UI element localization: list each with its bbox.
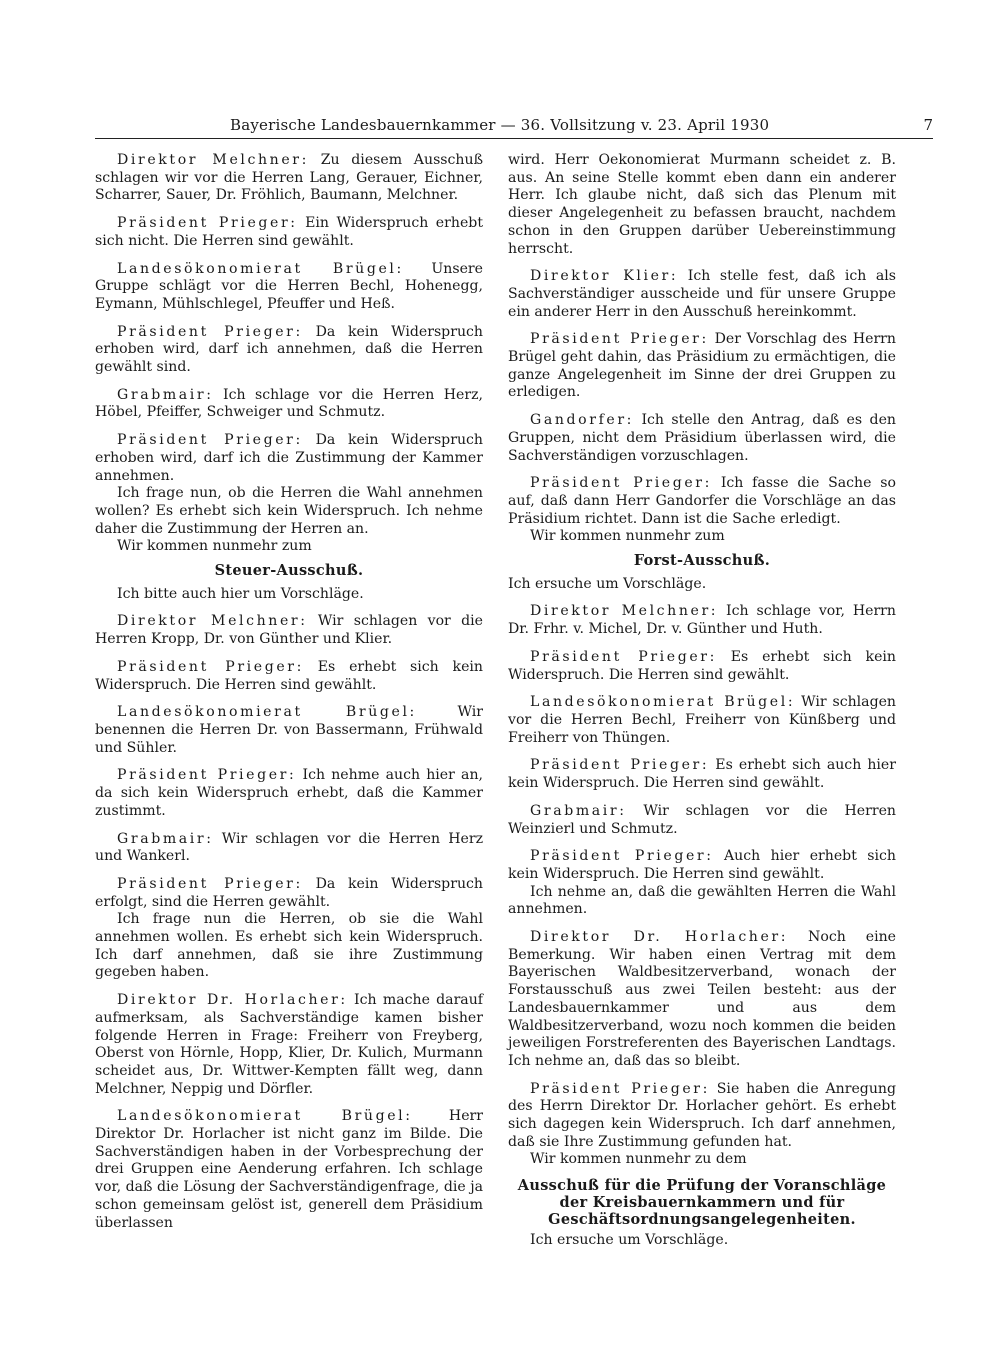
speaker-name: Präsident Prieger:	[117, 875, 303, 892]
speaker-name: Landesökonomierat Brügel:	[117, 704, 417, 721]
speech-paragraph	[508, 603, 896, 638]
speech-text: Ich fasse die Sache so auf, daß dann Herr Gandorfer die Vorschläge an das Präsidium richtet. Dann ist die Sache erledigt.	[508, 475, 897, 527]
speech-paragraph	[95, 876, 483, 911]
speech-paragraph	[508, 803, 896, 838]
speech-paragraph	[95, 659, 483, 694]
speech-text: Auch hier erhebt sich kein Widerspruch. Die Herren sind gewählt.	[508, 848, 896, 882]
speech-text: Zu diesem Ausschuß schlagen wir vor die Herren Lang, Gerauer, Eichner, Scharrer, Sauer, Dr. Fröhlich, Baumann, Melchner.	[95, 152, 483, 204]
speech-text: Sie haben die Anregung des Herrn Direktor Dr. Horlacher gehört. Es erhebt sich dagegen kein Widerspruch. Ich darf annehmen, daß sie Ihre Zustimmung gefunden hat.	[508, 1080, 896, 1150]
section-heading: Forst-Ausschuß.	[633, 552, 771, 570]
speaker-name: Direktor Melchner:	[117, 152, 309, 168]
speech-continuation: Wir kommen nunmehr zum	[117, 538, 312, 555]
speaker-name: Präsident Prieger:	[530, 1080, 710, 1097]
speech-text: Wir schlagen vor die Herren Kropp, Dr. von Günther und Klier.	[95, 613, 483, 648]
speaker-name: Grabmair:	[117, 386, 214, 403]
speaker-name: Präsident Prieger:	[117, 432, 303, 449]
speech-continuation: Wir kommen nunmehr zum	[530, 528, 725, 545]
running-title: Bayerische Landesbauernkammer — 36. Vollsitzung v. 23. April 1930	[230, 116, 770, 134]
page-number: 7	[923, 116, 933, 134]
speech-text: Ich stelle den Antrag, daß es den Gruppen, nicht dem Präsidium überlassen wird, die Sachverständigen vorzuschlagen.	[508, 412, 896, 464]
speech-text: Ich mache darauf aufmerksam, als Sachverständige kamen bisher folgende Herren in Frage: Freiherr von Freyberg, Oberst von Hörnle, Hopp, Klier, Dr. Kulich, Murmann scheidet aus, Dr. Wittwer-Kempten fällt weg, dann Melchner, Neppig und Dörfler.	[95, 992, 484, 1097]
speech-paragraph	[95, 324, 483, 377]
speaker-name: Präsident Prieger:	[530, 848, 714, 865]
speaker-name: Landesökonomierat Brügel:	[117, 260, 404, 277]
speech-paragraph	[95, 1108, 483, 1232]
speech-continuation: Ich frage nun die Herren, ob sie die Wahl annehmen wollen. Es erhebt sich kein Widerspruch. Ich darf annehmen, daß sie ihre Zustimmung gegeben haben.	[95, 911, 483, 981]
speaker-name: Grabmair:	[530, 802, 627, 819]
speech-continuation: Ich ersuche um Vorschläge.	[530, 1232, 729, 1249]
speech-paragraph	[95, 767, 483, 820]
speech-text: Ich schlage vor, Herrn Dr. Frhr. v. Michel, Dr. v. Günther und Huth.	[508, 603, 896, 638]
speaker-name: Direktor Dr. Horlacher:	[530, 929, 789, 946]
speech-text: Unsere Gruppe schlägt vor die Herren Bechl, Hohenegg, Eymann, Mühlschlegel, Pfeuffer und Heß.	[95, 260, 484, 312]
speaker-name: Präsident Prieger:	[117, 215, 298, 232]
speech-text: Ich schlage vor die Herren Herz, Höbel, Pfeiffer, Schweiger und Schmutz.	[95, 386, 484, 421]
speech-paragraph	[95, 704, 483, 757]
speech-paragraph	[95, 613, 483, 648]
speech-paragraph	[95, 992, 483, 1098]
speaker-name: Direktor Melchner:	[530, 603, 719, 620]
speech-text: Da kein Widerspruch erhoben wird, darf ich die Zustimmung der Kammer annehmen.	[95, 432, 483, 484]
speech-text: Wir benennen die Herren Dr. von Bassermann, Frühwald und Sühler.	[95, 704, 484, 756]
speaker-name: Präsident Prieger:	[530, 757, 710, 774]
speech-continuation: Ich frage nun, ob die Herren die Wahl annehmen wollen? Es erhebt sich kein Widerspruch. Ich nehme daher die Zustimmung der Herren an.	[95, 485, 483, 537]
speech-paragraph	[95, 387, 483, 422]
speaker-name: Präsident Prieger:	[117, 323, 303, 340]
speech-text: Ich stelle fest, daß ich als Sachverständiger ausscheide und für unsere Gruppe ein anderer Herr in den Ausschuß hereinkommt.	[508, 268, 896, 320]
speech-text: Herr Direktor Dr. Horlacher ist nicht ganz im Bilde. Die Sachverständigen haben in der Vorbesprechung der drei Gruppen eine Aenderung erfahren. Ich schlage vor, daß die Lösung der Sachverständigenfrage, die ja schon gemeinsam gelöst ist, generell dem Präsidium überlassen	[95, 1108, 484, 1231]
speech-continuation: Wir kommen nunmehr zu dem	[530, 1151, 747, 1168]
speech-text: Es erhebt sich auch hier kein Widerspruch. Die Herren sind gewählt.	[508, 757, 896, 792]
speaker-name: Direktor Dr. Horlacher:	[117, 992, 348, 1009]
header-rule	[95, 138, 933, 139]
speech-text: Es erhebt sich kein Widerspruch. Die Herren sind gewählt.	[95, 658, 483, 693]
speech-paragraph	[95, 261, 483, 314]
speech-paragraph	[508, 412, 896, 465]
speech-text: Der Vorschlag des Herrn Brügel geht dahin, das Präsidium zu ermächtigen, die ganze Angelegenheit im Sinne der drei Gruppen zu erledigen.	[508, 331, 896, 401]
left-column	[95, 152, 483, 1242]
speaker-name: Präsident Prieger:	[530, 648, 717, 665]
speech-paragraph	[508, 649, 896, 684]
section-heading: Steuer-Ausschuß.	[214, 562, 364, 580]
speech-paragraph	[95, 432, 483, 485]
speaker-name: Präsident Prieger:	[117, 767, 297, 784]
speech-paragraph	[508, 268, 896, 321]
speech-text: Noch eine Bemerkung. Wir haben einen Vertrag mit dem Bayerischen Waldbesitzerverband, wonach der Forstausschuß aus zwei Teilen besteht: aus der Landesbauernkammer und aus dem Waldbesitzerverband, wozu noch kommen die beiden jeweiligen Forstreferenten des Bayerischen Landtags. Ich nehme an, daß das so bleibt.	[508, 929, 896, 1069]
speech-paragraph	[95, 152, 483, 205]
speech-continuation: wird. Herr Oekonomierat Murmann scheidet z. B. aus. An seine Stelle kommt eben dann ein anderer Herr. Ich glaube nicht, daß sich das Plenum mit dieser Angelegenheit zu befassen braucht, nachdem schon in den Gruppen darüber Uebereinstimmung herrscht.	[508, 152, 896, 257]
speech-paragraph	[508, 929, 896, 1071]
speaker-name: Gandorfer:	[530, 412, 635, 429]
section-heading: Ausschuß für die Prüfung der Voranschläge der Kreisbauernkammern und für Geschäftsordnungsangelegenheiten.	[517, 1177, 887, 1229]
speech-text: Wir schlagen vor die Herren Weinzierl und Schmutz.	[508, 802, 896, 837]
speaker-name: Landesökonomierat Brügel:	[530, 694, 796, 711]
speech-text: Da kein Widerspruch erfolgt, sind die Herren gewählt.	[95, 875, 483, 910]
speech-paragraph	[508, 694, 896, 747]
speaker-name: Direktor Klier:	[530, 268, 679, 285]
speech-paragraph	[508, 331, 896, 402]
speech-paragraph	[508, 475, 896, 528]
speech-text: Ich nehme auch hier an, da sich kein Widerspruch erhebt, daß die Kammer zustimmt.	[95, 767, 483, 819]
speaker-name: Präsident Prieger:	[117, 658, 304, 675]
speech-continuation: Ich nehme an, daß die gewählten Herren die Wahl annehmen.	[508, 883, 896, 918]
speaker-name: Landesökonomierat Brügel:	[117, 1108, 413, 1125]
speaker-name: Grabmair:	[117, 830, 214, 847]
speech-paragraph	[508, 757, 896, 792]
speech-text: Es erhebt sich kein Widerspruch. Die Herren sind gewählt.	[508, 648, 896, 683]
right-column	[508, 152, 896, 1260]
speech-text: Wir schlagen vor die Herren Bechl, Freiherr von Künßberg und Freiherr von Thüngen.	[508, 694, 897, 746]
speech-text: Wir schlagen vor die Herren Herz und Wankerl.	[95, 830, 483, 865]
speech-paragraph	[508, 848, 896, 883]
speech-paragraph	[95, 215, 483, 250]
running-header	[95, 116, 933, 136]
speech-text: Da kein Widerspruch erhoben wird, darf ich annehmen, daß die Herren gewählt sind.	[95, 323, 483, 376]
speaker-name: Präsident Prieger:	[530, 475, 712, 492]
speech-text: Ein Widerspruch erhebt sich nicht. Die Herren sind gewählt.	[95, 215, 483, 249]
speaker-name: Präsident Prieger:	[530, 331, 709, 348]
speech-continuation: Ich bitte auch hier um Vorschläge.	[117, 585, 364, 602]
speaker-name: Direktor Melchner:	[117, 613, 308, 630]
speech-paragraph	[508, 1081, 896, 1152]
speech-continuation: Ich ersuche um Vorschläge.	[508, 575, 707, 592]
speech-paragraph	[95, 831, 483, 866]
